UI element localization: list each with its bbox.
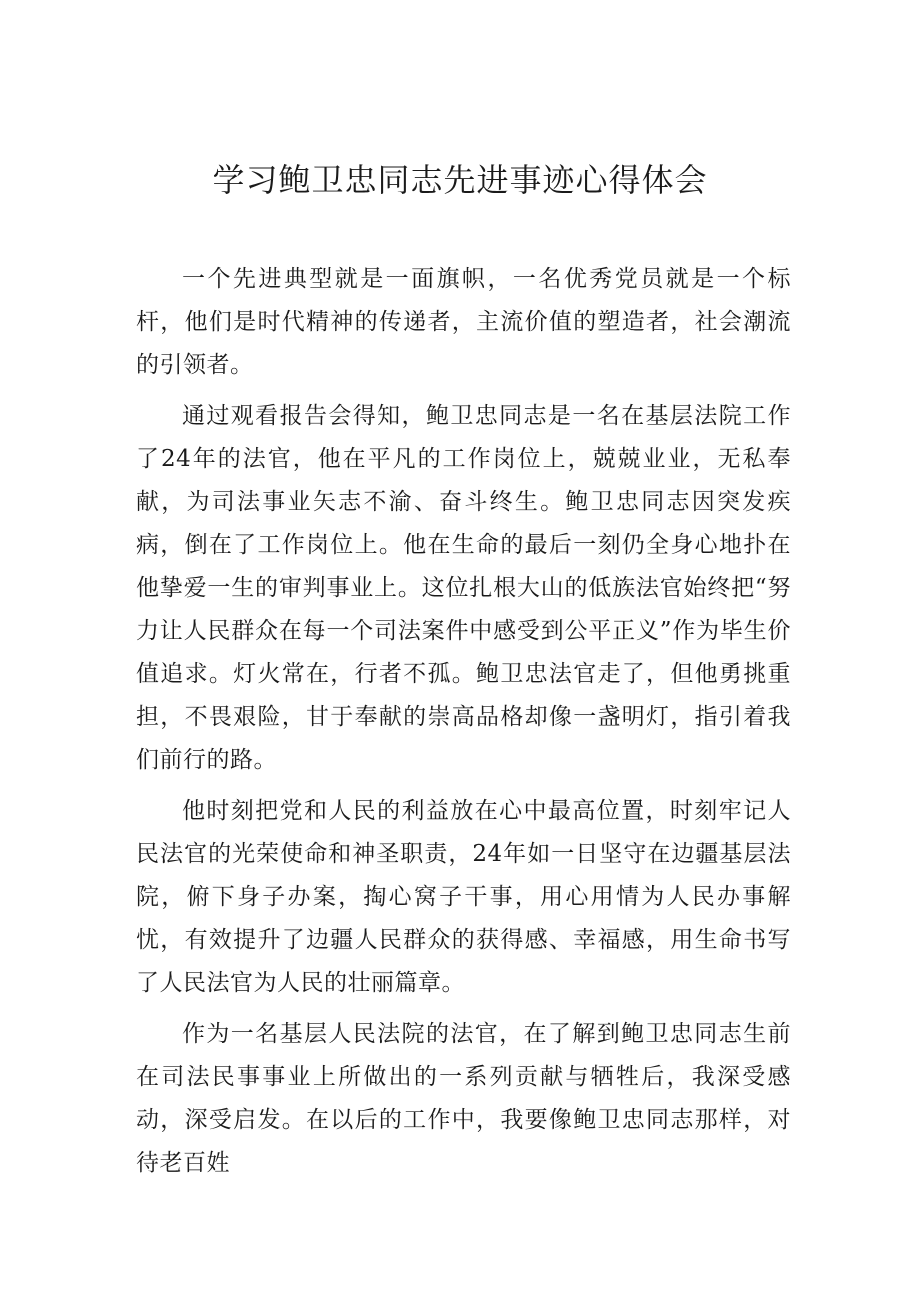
- document-title: 学习鲍卫忠同志先进事迹心得体会: [212, 161, 708, 199]
- paragraph-3: 他时刻把党和人民的利益放在心中最高位置，时刻牢记人民法官的光荣使命和神圣职责，24年如一日坚守在边疆基层法院，俯下身子办案，掏心窝子干事，用心用情为人民办事解忧，有效提升了边疆人民群众的获得感、幸福感，用生命书写了人民法官为人民的壮丽篇章。: [136, 798, 791, 996]
- document-body: [136, 258, 791, 1193]
- paragraph-1: 一个先进典型就是一面旗帜，一名优秀党员就是一个标杆，他们是时代精神的传递者，主流价值的塑造者，社会潮流的引领者。: [136, 266, 791, 378]
- paragraph-4: 作为一名基层人民法院的法官，在了解到鲍卫忠同志生前在司法民事事业上所做出的一系列贡献与牺牲后，我深受感动，深受启发。在以后的工作中，我要像鲍卫忠同志那样，对待老百姓: [136, 1021, 791, 1176]
- paragraph-2: 通过观看报告会得知，鲍卫忠同志是一名在基层法院工作了24年的法官，他在平凡的工作岗位上，兢兢业业，无私奉献，为司法事业矢志不渝、奋斗终生。鲍卫忠同志因突发疾病，倒在了工作岗位上。他在生命的最后一刻仍全身心地扑在他挚爱一生的审判事业上。这位扎根大山的低族法官始终把“努力让人民群众在每一个司法案件中感受到公平正义”作为毕生价值追求。灯火常在，行者不孤。鲍卫忠法官走了，但他勇挑重担，不畏艰险，甘于奉献的崇高品格却像一盏明灯，指引着我们前行的路。: [136, 403, 791, 773]
